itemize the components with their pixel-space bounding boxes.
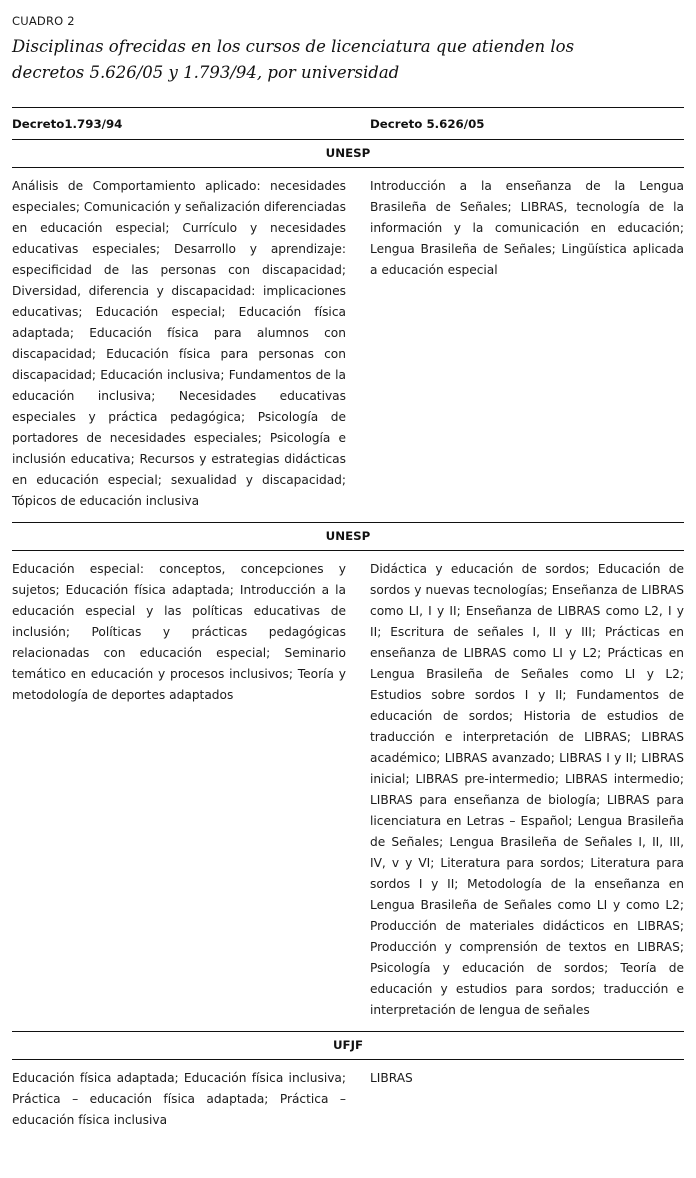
university-name: UFJF	[12, 1031, 684, 1059]
university-row	[12, 140, 684, 168]
column-header-decreto-1793: Decreto1.793/94	[12, 108, 360, 140]
disciplines-table	[12, 107, 684, 1140]
university-row	[12, 1031, 684, 1059]
column-header-decreto-5626: Decreto 5.626/05	[360, 108, 684, 140]
table-header-row	[12, 108, 684, 140]
cell-decreto-5626: LIBRAS	[370, 1070, 413, 1085]
cell-decreto-5626: Introducción a la enseñanza de la Lengua Brasileña de Señales; LIBRAS, tecnología de la información y la comunicación en educación; Lengua Brasileña de Señales; Lingüística aplicada a educación especial	[360, 168, 684, 523]
cell-decreto-5626: Didáctica y educación de sordos; Educación de sordos y nuevas tecnologías; Enseñanza de LIBRAS como LI, I y II; Enseñanza de LIBRAS como L2, I y II; Escritura de señales I, II y III; Prácticas en enseñanza de LIBRAS como LI y L2; Prácticas en Lengua Brasileña de Señales como LI y L2; Estudios sobre sordos I y II; Fundamentos de educación de sordos; Historia de estudios de traducción e interpretación de LIBRAS; LIBRAS académico; LIBRAS avanzado; LIBRAS I y II; LIBRAS inicial; LIBRAS pre-intermedio; LIBRAS intermedio; LIBRAS para enseñanza de biología; LIBRAS para licenciatura en Letras – Español; Lengua Brasileña de Señales; Lengua Brasileña de Señales I, II, III, IV, v y VI; Literatura para sordos; Literatura para sordos I y II; Metodología de la enseñanza en Lengua Brasileña de Señales como LI y como L2; Producción de materiales didácticos en LIBRAS; Producción y comprensión de textos en LIBRAS; Psicología y educación de sordos; Teoría de educación y estudios para sordos; traducción e interpretación de lengua de señales	[360, 550, 684, 1031]
university-row	[12, 522, 684, 550]
table-row	[12, 1059, 684, 1140]
cell-decreto-1793: Educación especial: conceptos, concepciones y sujetos; Educación física adaptada; Introducción a la educación especial y las políticas educativas de inclusión; Políticas y prácticas pedagógicas relacionadas con educación especial; Seminario temático en educación y procesos inclusivos; Teoría y metodología de deportes adaptados	[12, 550, 360, 1031]
university-name: UNESP	[12, 522, 684, 550]
cell-decreto-1793: Educación física adaptada; Educación física inclusiva; Práctica – educación física adaptada; Práctica – educación física inclusiva	[12, 1070, 346, 1127]
cell-decreto-1793: Análisis de Comportamiento aplicado: necesidades especiales; Comunicación y señalización diferenciadas en educación especial; Currículo y necesidades educativas especiales; Desarrollo y aprendizaje: especificidad de las personas con discapacidad; Diversidad, diferencia y discapacidad: implicaciones educativas; Educación especial; Educación física adaptada; Educación física para alumnos con discapacidad; Educación física para personas con discapacidad; Educación inclusiva; Fundamentos de la educación inclusiva; Necesidades educativas especiales y práctica pedagógica; Psicología de portadores de necesidades especiales; Psicología e inclusión educativa; Recursos y estrategias didácticas en educación especial; sexualidad y discapacidad; Tópicos de educación inclusiva	[12, 168, 360, 523]
table-row	[12, 168, 684, 523]
table-title: Disciplinas ofrecidas en los cursos de licenciatura que atienden los decretos 5.626/05 y 1.793/94, por universidad	[12, 37, 575, 82]
table-label: CUADRO 2	[12, 14, 75, 28]
table-row	[12, 550, 684, 1031]
university-name: UNESP	[12, 140, 684, 168]
